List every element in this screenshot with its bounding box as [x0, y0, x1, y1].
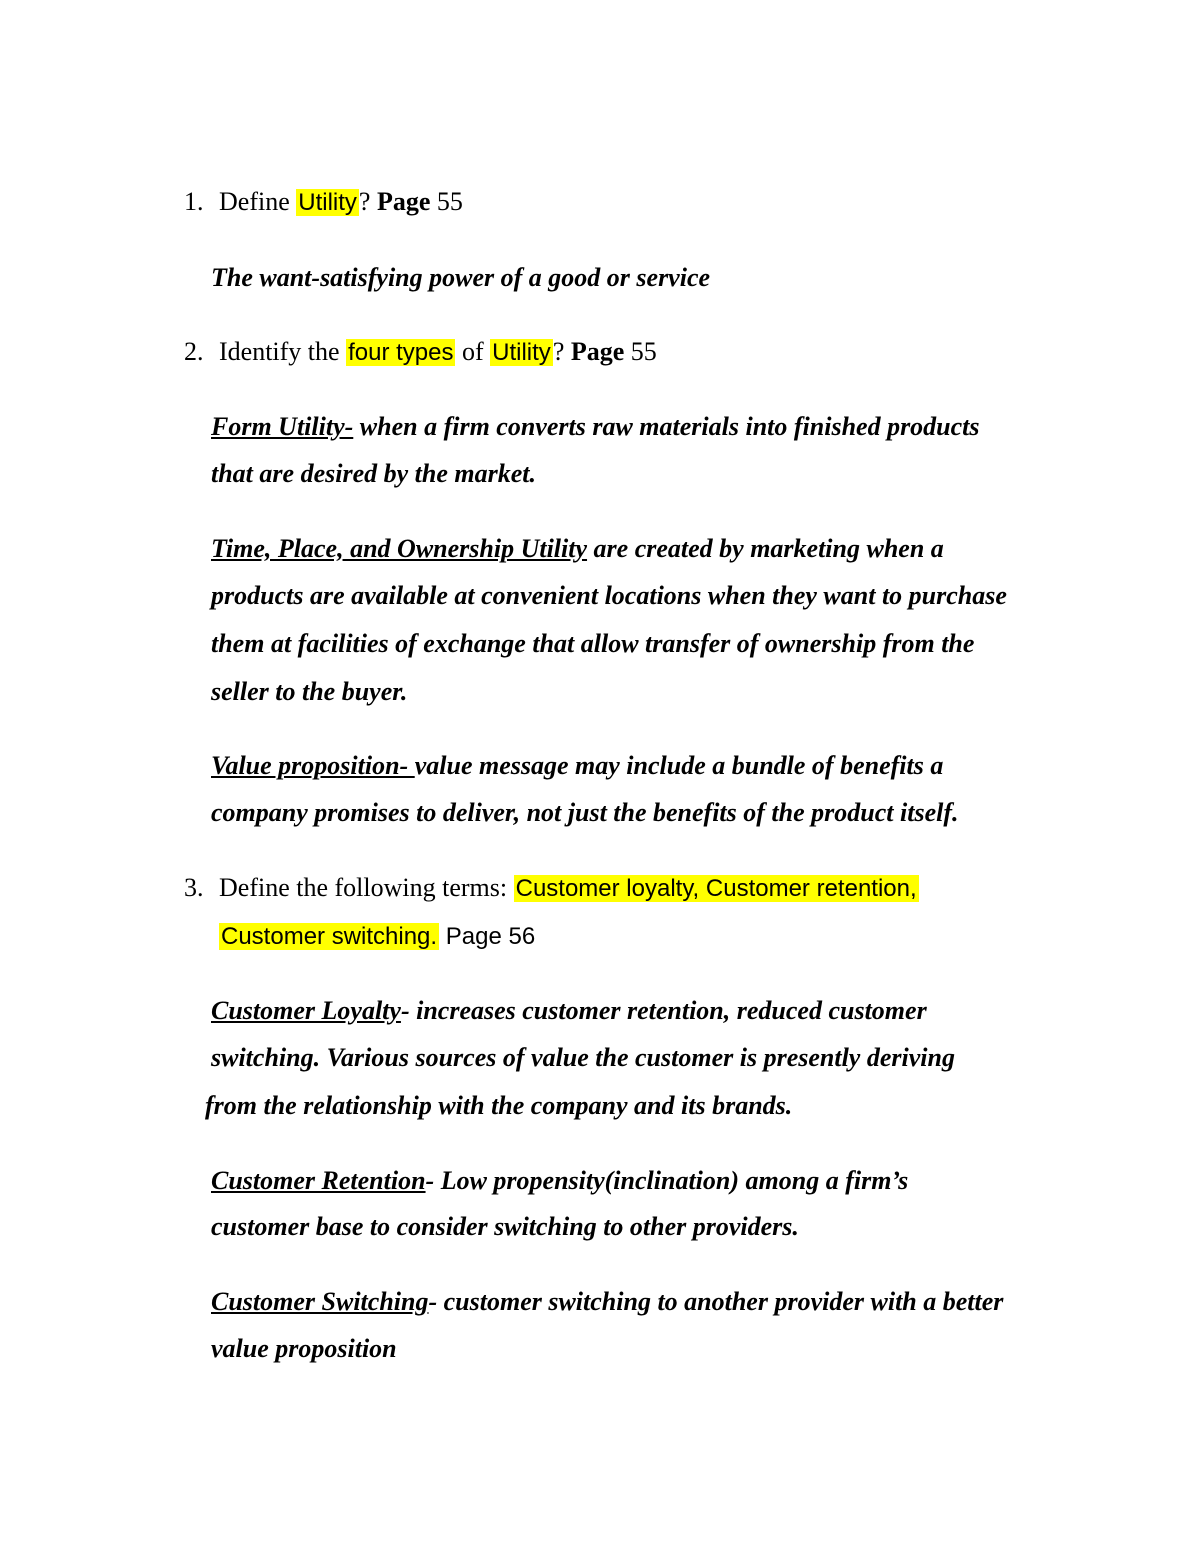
answer-2-form-line-1: [211, 411, 980, 443]
question-1: [219, 186, 463, 219]
customer-loyalty-text-3: from the relationship with the company and its brands.: [205, 1091, 793, 1120]
question-2-term-a-highlight: four types: [348, 339, 454, 366]
form-utility-text-2: that are desired by the market.: [211, 459, 536, 488]
tpo-utility-text-1: are created by marketing when a: [587, 534, 944, 563]
answer-1: The want-satisfying power of a good or service: [211, 263, 711, 292]
customer-loyalty-text-2: switching. Various sources of value the customer is presently deriving: [211, 1043, 955, 1072]
tpo-utility-text-4: seller to the buyer.: [211, 677, 408, 706]
question-2-page-number: 55: [624, 337, 657, 366]
customer-switching-text-1: - customer switching to another provider with a better: [428, 1287, 1004, 1316]
customer-loyalty-text-1: - increases customer retention, reduced customer: [400, 996, 927, 1025]
form-utility-text-1: when a firm converts raw materials into finished products: [353, 412, 980, 441]
value-proposition-term: Value proposition-: [211, 751, 415, 780]
question-2-of: of: [455, 337, 491, 366]
value-proposition-text-1: value message may include a bundle of benefits a: [414, 751, 944, 780]
form-utility-term: Form Utility-: [211, 412, 354, 441]
question-1-number: 1.: [184, 187, 204, 216]
tpo-utility-term: Time, Place, and Ownership Utility: [211, 534, 588, 563]
customer-switching-term: Customer Switching: [211, 1287, 429, 1316]
question-2-qmark: ?: [552, 337, 571, 366]
question-1-page-number: 55: [430, 187, 463, 216]
question-1-page-label: Page: [376, 187, 431, 216]
answer-3-switching-line-1: [211, 1286, 1003, 1318]
question-2: [219, 336, 657, 369]
answer-3-loyalty-line-1: [211, 995, 927, 1027]
question-1-prefix: Define: [219, 187, 297, 216]
question-3-page: Page 56: [439, 923, 536, 950]
customer-switching-text-2: value proposition: [211, 1334, 397, 1363]
question-1-qmark: ?: [358, 187, 377, 216]
question-3-number: 3.: [184, 873, 204, 902]
answer-3-retention-line-1: [211, 1165, 908, 1197]
question-2-prefix: Identify the: [219, 337, 347, 366]
question-1-term-highlight: Utility: [298, 189, 357, 216]
customer-retention-text-1: - Low propensity(inclination) among a firm’s: [425, 1166, 909, 1195]
question-3-line-1: [219, 872, 919, 905]
customer-retention-term: Customer Retention: [211, 1166, 426, 1195]
question-2-number: 2.: [184, 337, 204, 366]
question-2-page-label: Page: [570, 337, 625, 366]
question-3-prefix: Define the following terms:: [219, 873, 514, 902]
question-3-terms-highlight-1: Customer loyalty, Customer retention,: [515, 875, 917, 902]
value-proposition-text-2: company promises to deliver, not just the benefits of the product itself.: [211, 798, 959, 827]
answer-2-vp-line-1: [211, 750, 943, 782]
customer-loyalty-term: Customer Loyalty: [211, 996, 401, 1025]
customer-retention-text-2: customer base to consider switching to other providers.: [211, 1212, 799, 1241]
question-2-term-b-highlight: Utility: [492, 339, 551, 366]
question-3-line-2: [219, 920, 535, 953]
tpo-utility-text-3: them at facilities of exchange that allow transfer of ownership from the: [211, 629, 975, 658]
question-3-terms-highlight-2: Customer switching.: [221, 923, 438, 950]
answer-2-tpo-line-1: [211, 533, 944, 565]
tpo-utility-text-2: products are available at convenient locations when they want to purchase: [211, 581, 1007, 610]
